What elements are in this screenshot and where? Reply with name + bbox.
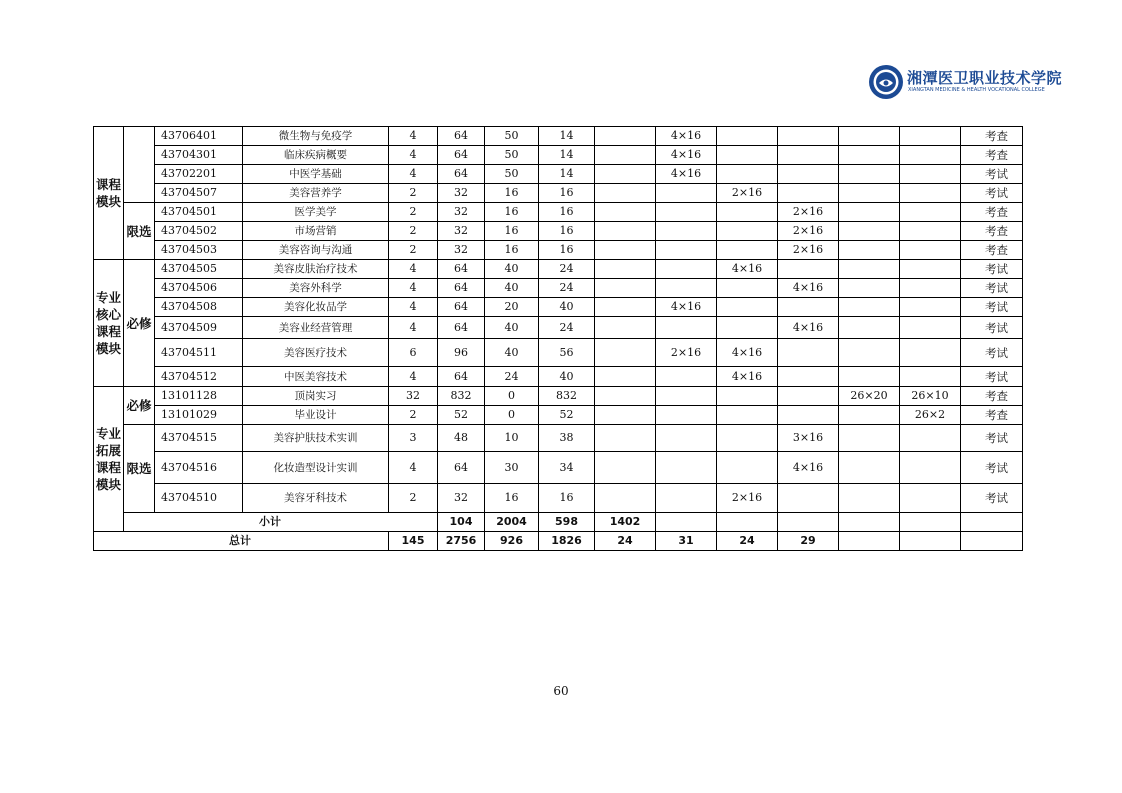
total-hours-cell: 32 <box>438 222 485 241</box>
semester-5-cell <box>839 425 900 452</box>
module-label: 专业拓展课程模块 <box>94 387 124 532</box>
total-hours-cell: 32 <box>438 241 485 260</box>
practice-hours-cell: 38 <box>539 425 595 452</box>
semester-1-cell <box>595 387 656 406</box>
theory-hours-cell: 50 <box>485 165 539 184</box>
semester-3-cell <box>717 203 778 222</box>
total-hours-cell: 64 <box>438 279 485 298</box>
theory-hours-cell: 20 <box>485 298 539 317</box>
total-hours-cell: 2756 <box>438 532 485 551</box>
assessment-cell: 考试 <box>961 184 1023 203</box>
theory-hours-cell: 50 <box>485 127 539 146</box>
semester-1-cell <box>595 203 656 222</box>
semester-5-cell <box>839 367 900 387</box>
semester-5-cell <box>839 339 900 367</box>
course-code: 43704511 <box>155 339 243 367</box>
semester-6-cell <box>900 484 961 513</box>
semester-4-cell <box>778 165 839 184</box>
assessment-cell: 考查 <box>961 387 1023 406</box>
course-code: 43704503 <box>155 241 243 260</box>
course-code: 43704301 <box>155 146 243 165</box>
assessment-cell: 考查 <box>961 222 1023 241</box>
total-hours-cell: 32 <box>438 484 485 513</box>
credit-cell: 4 <box>389 146 438 165</box>
page-number: 60 <box>553 684 569 698</box>
semester-1-cell <box>595 452 656 484</box>
table-row <box>94 387 1023 406</box>
semester-2-cell <box>656 367 717 387</box>
assessment-cell: 考查 <box>961 203 1023 222</box>
course-code: 43704510 <box>155 484 243 513</box>
practice-hours-cell: 16 <box>539 222 595 241</box>
semester-4-cell: 4×16 <box>778 452 839 484</box>
grand-total-row <box>94 532 1023 551</box>
semester-5-cell <box>839 317 900 339</box>
course-code: 13101029 <box>155 406 243 425</box>
credit-cell: 4 <box>389 452 438 484</box>
practice-hours-cell: 16 <box>539 484 595 513</box>
theory-hours-cell: 598 <box>539 513 595 532</box>
semester-2-cell <box>656 406 717 425</box>
semester-2-cell <box>656 387 717 406</box>
assessment-cell <box>961 532 1023 551</box>
semester-5-cell <box>839 452 900 484</box>
semester-6-cell <box>900 203 961 222</box>
practice-hours-cell: 1402 <box>595 513 656 532</box>
college-name: 湘潭医卫职业技术学院 <box>907 69 1063 87</box>
table-row <box>94 367 1023 387</box>
course-code: 43704505 <box>155 260 243 279</box>
credit-cell: 2 <box>389 406 438 425</box>
sub-category-label: 限选 <box>124 203 155 260</box>
course-name: 美容化妆品学 <box>243 298 389 317</box>
total-hours-cell: 2004 <box>485 513 539 532</box>
theory-hours-cell: 926 <box>485 532 539 551</box>
course-code: 43704506 <box>155 279 243 298</box>
course-name: 美容外科学 <box>243 279 389 298</box>
theory-hours-cell: 16 <box>485 203 539 222</box>
semester-6-cell <box>900 165 961 184</box>
semester-5-cell <box>839 203 900 222</box>
practice-hours-cell: 24 <box>539 317 595 339</box>
sub-category-label: 必修 <box>124 260 155 387</box>
assessment-cell: 考查 <box>961 241 1023 260</box>
course-name: 医学美学 <box>243 203 389 222</box>
practice-hours-cell: 24 <box>539 279 595 298</box>
semester-4-cell: 4×16 <box>778 317 839 339</box>
course-code: 43704501 <box>155 203 243 222</box>
total-hours-cell: 64 <box>438 298 485 317</box>
semester-1-cell <box>656 513 717 532</box>
total-hours-cell: 64 <box>438 367 485 387</box>
semester-4-cell: 2×16 <box>778 222 839 241</box>
semester-2-cell <box>656 279 717 298</box>
course-code: 43704512 <box>155 367 243 387</box>
semester-3-cell <box>717 317 778 339</box>
semester-4-cell <box>839 513 900 532</box>
semester-5-cell <box>839 241 900 260</box>
total-hours-cell: 832 <box>438 387 485 406</box>
semester-1-cell <box>595 165 656 184</box>
semester-4-cell <box>778 387 839 406</box>
table-row <box>94 165 1023 184</box>
credit-cell: 2 <box>389 203 438 222</box>
credit-cell: 4 <box>389 279 438 298</box>
assessment-cell: 考试 <box>961 279 1023 298</box>
theory-hours-cell: 16 <box>485 184 539 203</box>
semester-4-cell: 3×16 <box>778 425 839 452</box>
assessment-cell: 考试 <box>961 452 1023 484</box>
semester-6-cell <box>961 513 1023 532</box>
semester-2-cell <box>656 317 717 339</box>
semester-1-cell <box>595 146 656 165</box>
semester-6-cell <box>900 241 961 260</box>
course-name: 美容护肤技术实训 <box>243 425 389 452</box>
semester-6-cell <box>900 317 961 339</box>
table-row <box>94 146 1023 165</box>
table-row <box>94 127 1023 146</box>
table-row <box>94 222 1023 241</box>
semester-5-cell <box>839 222 900 241</box>
table-row <box>94 425 1023 452</box>
credit-cell: 4 <box>389 260 438 279</box>
semester-1-cell <box>595 298 656 317</box>
theory-hours-cell: 0 <box>485 406 539 425</box>
semester-1-cell <box>595 367 656 387</box>
practice-hours-cell: 16 <box>539 184 595 203</box>
college-logo <box>868 64 1063 104</box>
practice-hours-cell: 52 <box>539 406 595 425</box>
assessment-cell: 考查 <box>961 146 1023 165</box>
credit-cell: 32 <box>389 387 438 406</box>
semester-6-cell <box>900 279 961 298</box>
assessment-cell: 考试 <box>961 317 1023 339</box>
semester-3-cell: 4×16 <box>717 339 778 367</box>
semester-6-cell: 26×2 <box>900 406 961 425</box>
semester-4-cell: 2×16 <box>778 241 839 260</box>
semester-2-cell <box>656 241 717 260</box>
theory-hours-cell: 16 <box>485 222 539 241</box>
semester-5-cell: 26×20 <box>839 387 900 406</box>
credit-cell: 2 <box>389 484 438 513</box>
assessment-cell: 考试 <box>961 165 1023 184</box>
total-hours-cell: 52 <box>438 406 485 425</box>
course-name: 市场营销 <box>243 222 389 241</box>
semester-3-cell <box>717 165 778 184</box>
semester-6-cell <box>900 146 961 165</box>
total-hours-cell: 64 <box>438 260 485 279</box>
grand-total-label: 总计 <box>94 532 389 551</box>
course-name: 美容营养学 <box>243 184 389 203</box>
table-row <box>94 279 1023 298</box>
theory-hours-cell: 40 <box>485 279 539 298</box>
practice-hours-cell: 24 <box>539 260 595 279</box>
semester-6-cell <box>900 298 961 317</box>
subtotal-row <box>94 513 1023 532</box>
semester-5-cell <box>900 513 961 532</box>
course-name: 临床疾病概要 <box>243 146 389 165</box>
semester-2-cell: 31 <box>656 532 717 551</box>
semester-3-cell <box>717 452 778 484</box>
semester-4-cell <box>778 298 839 317</box>
module-label: 专业核心课程模块 <box>94 260 124 387</box>
semester-3-cell: 2×16 <box>717 184 778 203</box>
semester-1-cell <box>595 222 656 241</box>
course-name: 微生物与免疫学 <box>243 127 389 146</box>
theory-hours-cell: 0 <box>485 387 539 406</box>
semester-2-cell: 4×16 <box>656 146 717 165</box>
semester-6-cell: 26×10 <box>900 387 961 406</box>
semester-2-cell: 2×16 <box>656 339 717 367</box>
module-label: 课程模块 <box>94 127 124 260</box>
semester-4-cell <box>778 339 839 367</box>
course-name: 美容业经营管理 <box>243 317 389 339</box>
semester-5-cell <box>839 165 900 184</box>
semester-2-cell <box>656 484 717 513</box>
theory-hours-cell: 30 <box>485 452 539 484</box>
course-code: 43704508 <box>155 298 243 317</box>
assessment-cell: 考试 <box>961 425 1023 452</box>
practice-hours-cell: 34 <box>539 452 595 484</box>
assessment-cell: 考试 <box>961 339 1023 367</box>
table-row <box>94 452 1023 484</box>
semester-6-cell <box>900 127 961 146</box>
credit-cell: 4 <box>389 298 438 317</box>
total-hours-cell: 64 <box>438 452 485 484</box>
semester-1-cell <box>595 260 656 279</box>
semester-3-cell <box>717 406 778 425</box>
semester-2-cell <box>656 260 717 279</box>
semester-2-cell <box>656 184 717 203</box>
semester-3-cell <box>717 387 778 406</box>
course-rows <box>94 127 1023 551</box>
semester-5-cell <box>839 532 900 551</box>
course-name: 美容牙科技术 <box>243 484 389 513</box>
semester-1-cell <box>595 406 656 425</box>
semester-2-cell: 4×16 <box>656 165 717 184</box>
total-hours-cell: 32 <box>438 203 485 222</box>
assessment-cell: 考试 <box>961 367 1023 387</box>
semester-5-cell <box>839 260 900 279</box>
practice-hours-cell: 16 <box>539 241 595 260</box>
practice-hours-cell: 14 <box>539 165 595 184</box>
semester-3-cell <box>717 222 778 241</box>
semester-6-cell <box>900 339 961 367</box>
semester-1-cell <box>595 279 656 298</box>
course-name: 化妆造型设计实训 <box>243 452 389 484</box>
course-name: 中医美容技术 <box>243 367 389 387</box>
semester-4-cell <box>778 367 839 387</box>
semester-1-cell <box>595 484 656 513</box>
semester-5-cell <box>839 484 900 513</box>
theory-hours-cell: 50 <box>485 146 539 165</box>
credit-cell: 2 <box>389 184 438 203</box>
total-hours-cell: 64 <box>438 146 485 165</box>
table-row <box>94 484 1023 513</box>
total-hours-cell: 64 <box>438 317 485 339</box>
semester-5-cell <box>839 298 900 317</box>
semester-4-cell: 4×16 <box>778 279 839 298</box>
assessment-cell: 考试 <box>961 298 1023 317</box>
course-name: 顶岗实习 <box>243 387 389 406</box>
semester-5-cell <box>839 127 900 146</box>
table-row <box>94 406 1023 425</box>
table-row <box>94 184 1023 203</box>
semester-2-cell <box>656 452 717 484</box>
semester-1-cell <box>595 241 656 260</box>
total-hours-cell: 64 <box>438 165 485 184</box>
practice-hours-cell: 56 <box>539 339 595 367</box>
semester-3-cell <box>717 127 778 146</box>
theory-hours-cell: 40 <box>485 339 539 367</box>
course-code: 43702201 <box>155 165 243 184</box>
semester-5-cell <box>839 184 900 203</box>
semester-3-cell: 4×16 <box>717 367 778 387</box>
semester-1-cell <box>595 425 656 452</box>
theory-hours-cell: 40 <box>485 317 539 339</box>
semester-6-cell <box>900 532 961 551</box>
semester-5-cell <box>839 406 900 425</box>
semester-2-cell <box>656 425 717 452</box>
semester-3-cell <box>717 146 778 165</box>
semester-6-cell <box>900 260 961 279</box>
semester-4-cell <box>778 146 839 165</box>
course-code: 13101128 <box>155 387 243 406</box>
semester-6-cell <box>900 184 961 203</box>
semester-3-cell <box>717 425 778 452</box>
semester-1-cell <box>595 127 656 146</box>
course-code: 43704516 <box>155 452 243 484</box>
practice-hours-cell: 832 <box>539 387 595 406</box>
credit-cell: 6 <box>389 339 438 367</box>
credit-cell: 2 <box>389 222 438 241</box>
assessment-cell: 考查 <box>961 406 1023 425</box>
college-seal-icon <box>868 64 904 100</box>
practice-hours-cell: 40 <box>539 367 595 387</box>
table-row <box>94 317 1023 339</box>
semester-3-cell: 2×16 <box>717 484 778 513</box>
semester-4-cell <box>778 127 839 146</box>
semester-6-cell <box>900 367 961 387</box>
course-name: 美容咨询与沟通 <box>243 241 389 260</box>
theory-hours-cell: 10 <box>485 425 539 452</box>
table-row <box>94 203 1023 222</box>
semester-3-cell <box>717 298 778 317</box>
semester-2-cell: 4×16 <box>656 127 717 146</box>
credit-cell: 4 <box>389 367 438 387</box>
theory-hours-cell: 16 <box>485 241 539 260</box>
course-name: 美容皮肤治疗技术 <box>243 260 389 279</box>
assessment-cell: 考试 <box>961 260 1023 279</box>
credit-cell: 4 <box>389 165 438 184</box>
credit-cell: 3 <box>389 425 438 452</box>
credit-cell: 145 <box>389 532 438 551</box>
course-code: 43706401 <box>155 127 243 146</box>
semester-4-cell <box>778 406 839 425</box>
credit-cell: 104 <box>438 513 485 532</box>
semester-3-cell: 4×16 <box>717 260 778 279</box>
course-name: 中医学基础 <box>243 165 389 184</box>
assessment-cell: 考查 <box>961 127 1023 146</box>
semester-2-cell <box>656 222 717 241</box>
table-row <box>94 260 1023 279</box>
total-hours-cell: 48 <box>438 425 485 452</box>
theory-hours-cell: 40 <box>485 260 539 279</box>
practice-hours-cell: 40 <box>539 298 595 317</box>
semester-4-cell: 2×16 <box>778 203 839 222</box>
semester-3-cell <box>717 279 778 298</box>
total-hours-cell: 96 <box>438 339 485 367</box>
semester-2-cell: 4×16 <box>656 298 717 317</box>
semester-4-cell <box>778 484 839 513</box>
semester-2-cell <box>717 513 778 532</box>
semester-1-cell <box>595 339 656 367</box>
table-row <box>94 339 1023 367</box>
theory-hours-cell: 16 <box>485 484 539 513</box>
sub-category-label: 限选 <box>124 425 155 513</box>
semester-1-cell <box>595 317 656 339</box>
subtotal-label: 小计 <box>124 513 438 532</box>
semester-6-cell <box>900 222 961 241</box>
semester-3-cell <box>778 513 839 532</box>
course-name: 美容医疗技术 <box>243 339 389 367</box>
semester-5-cell <box>839 279 900 298</box>
course-code: 43704502 <box>155 222 243 241</box>
course-code: 43704509 <box>155 317 243 339</box>
table-row <box>94 298 1023 317</box>
total-hours-cell: 32 <box>438 184 485 203</box>
semester-2-cell <box>656 203 717 222</box>
college-name-en: XIANGTAN MEDICINE & HEALTH VOCATIONAL COLLEGE <box>908 87 1045 93</box>
semester-5-cell <box>839 146 900 165</box>
sub-category-cell <box>124 127 155 203</box>
course-name: 毕业设计 <box>243 406 389 425</box>
practice-hours-cell: 14 <box>539 127 595 146</box>
course-code: 43704515 <box>155 425 243 452</box>
practice-hours-cell: 1826 <box>539 532 595 551</box>
semester-4-cell <box>778 184 839 203</box>
credit-cell: 4 <box>389 317 438 339</box>
semester-4-cell <box>778 260 839 279</box>
semester-3-cell: 24 <box>717 532 778 551</box>
course-plan-table <box>93 126 1023 551</box>
semester-6-cell <box>900 452 961 484</box>
table-row <box>94 241 1023 260</box>
semester-3-cell <box>717 241 778 260</box>
course-code: 43704507 <box>155 184 243 203</box>
theory-hours-cell: 24 <box>485 367 539 387</box>
credit-cell: 2 <box>389 241 438 260</box>
assessment-cell: 考试 <box>961 484 1023 513</box>
practice-hours-cell: 16 <box>539 203 595 222</box>
total-hours-cell: 64 <box>438 127 485 146</box>
sub-category-label: 必修 <box>124 387 155 425</box>
semester-6-cell <box>900 425 961 452</box>
credit-cell: 4 <box>389 127 438 146</box>
semester-1-cell <box>595 184 656 203</box>
semester-1-cell: 24 <box>595 532 656 551</box>
semester-4-cell: 29 <box>778 532 839 551</box>
practice-hours-cell: 14 <box>539 146 595 165</box>
